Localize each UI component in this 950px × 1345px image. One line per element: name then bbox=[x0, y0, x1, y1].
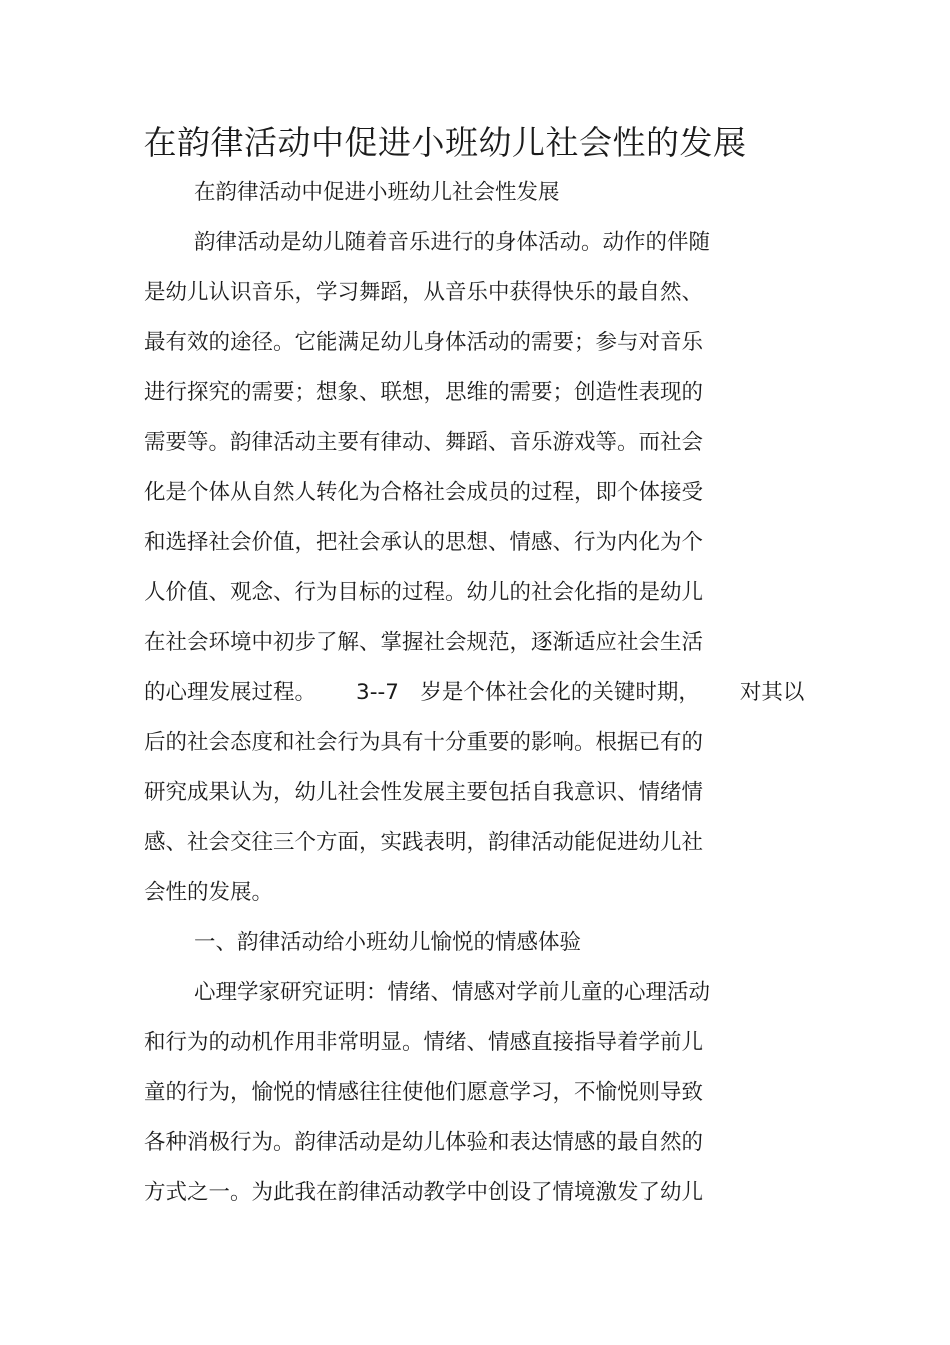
paragraph-line: 化是个体从自然人转化为合格社会成员的过程，即个体接受 bbox=[144, 480, 704, 505]
paragraph-line: 最有效的途径。它能满足幼儿身体活动的需要；参与对音乐 bbox=[144, 330, 704, 355]
document-title: 在韵律活动中促进小班幼儿社会性的发展 bbox=[143, 123, 747, 162]
paragraph-line: 感、社会交往三个方面，实践表明，韵律活动能促进幼儿社 bbox=[144, 830, 704, 855]
paragraph-line: 人价值、观念、行为目标的过程。幼儿的社会化指的是幼儿 bbox=[144, 580, 704, 605]
paragraph-line: 和选择社会价值，把社会承认的思想、情感、行为内化为个 bbox=[144, 530, 704, 555]
paragraph-line: 心理学家研究证明：情绪、情感对学前儿童的心理活动 bbox=[194, 980, 711, 1005]
paragraph-line: 童的行为，愉悦的情感往往使他们愿意学习，不愉悦则导致 bbox=[144, 1080, 704, 1105]
paragraph-line: 会性的发展。 bbox=[144, 880, 274, 905]
paragraph-line-mixed bbox=[144, 678, 804, 708]
paragraph-line: 韵律活动是幼儿随着音乐进行的身体活动。动作的伴随 bbox=[194, 230, 711, 255]
section-heading: 一、韵律活动给小班幼儿愉悦的情感体验 bbox=[194, 930, 582, 955]
paragraph-line: 各种消极行为。韵律活动是幼儿体验和表达情感的最自然的 bbox=[144, 1130, 704, 1155]
paragraph-line: 需要等。韵律活动主要有律动、舞蹈、音乐游戏等。而社会 bbox=[144, 430, 704, 455]
line-segment-end: 对其以 bbox=[739, 680, 805, 705]
paragraph-line: 后的社会态度和社会行为具有十分重要的影响。根据已有的 bbox=[144, 730, 704, 755]
paragraph-line: 是幼儿认识音乐，学习舞蹈，从音乐中获得快乐的最自然、 bbox=[144, 280, 704, 305]
paragraph-line: 进行探究的需要；想象、联想，思维的需要；创造性表现的 bbox=[144, 380, 704, 405]
line-segment-start: 的心理发展过程。 bbox=[144, 680, 317, 705]
paragraph-line: 在社会环境中初步了解、掌握社会规范，逐渐适应社会生活 bbox=[144, 630, 704, 655]
paragraph-line: 研究成果认为，幼儿社会性发展主要包括自我意识、情绪情 bbox=[144, 780, 704, 805]
paragraph-line: 方式之一。为此我在韵律活动教学中创设了情境激发了幼儿 bbox=[144, 1180, 704, 1205]
paragraph-line: 和行为的动机作用非常明显。情绪、情感直接指导着学前儿 bbox=[144, 1030, 704, 1055]
line-segment-age: 3--7 岁是个体社会化的关键时期， bbox=[356, 680, 700, 705]
subtitle: 在韵律活动中促进小班幼儿社会性发展 bbox=[194, 180, 560, 205]
